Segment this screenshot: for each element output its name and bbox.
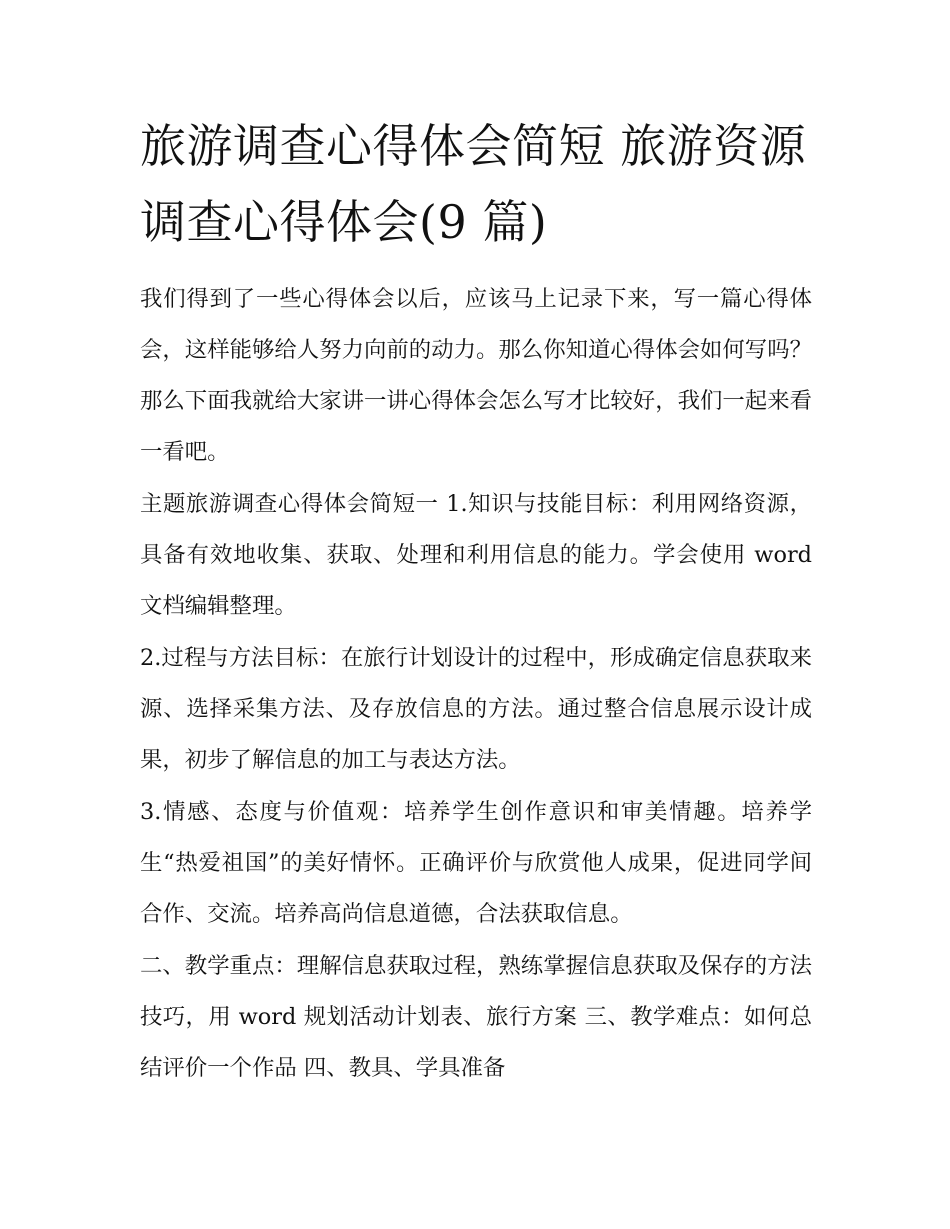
document-title: 旅游调查心得体会简短 旅游资源调查心得体会(9 篇) [140, 119, 807, 249]
paragraph-attitude-goal: 3.情感、态度与价值观：培养学生创作意识和审美情趣。培养学生“热爱祖国”的美好情怀。正确评价与欣赏他人成果，促进同学间合作、交流。培养高尚信息道德，合法获取信息。 [140, 799, 812, 927]
paragraph-teaching-points: 二、教学重点：理解信息获取过程，熟练掌握信息获取及保存的方法技巧，用 word 规划活动计划表、旅行方案 三、教学难点：如何总结评价一个作品 四、教具、学具准备 [140, 953, 812, 1081]
paragraph-knowledge-goal: 主题旅游调查心得体会简短一 1.知识与技能目标：利用网络资源，具备有效地收集、获取、处理和利用信息的能力。学会使用 word 文档编辑整理。 [140, 491, 812, 619]
document-body [140, 108, 812, 1095]
paragraph-intro: 我们得到了一些心得体会以后，应该马上记录下来，写一篇心得体会，这样能够给人努力向前的动力。那么你知道心得体会如何写吗？那么下面我就给大家讲一讲心得体会怎么写才比较好，我们一起来看一看吧。 [140, 286, 812, 465]
paragraph-process-goal: 2.过程与方法目标：在旅行计划设计的过程中，形成确定信息获取来源、选择采集方法、及存放信息的方法。通过整合信息展示设计成果，初步了解信息的加工与表达方法。 [140, 645, 812, 773]
